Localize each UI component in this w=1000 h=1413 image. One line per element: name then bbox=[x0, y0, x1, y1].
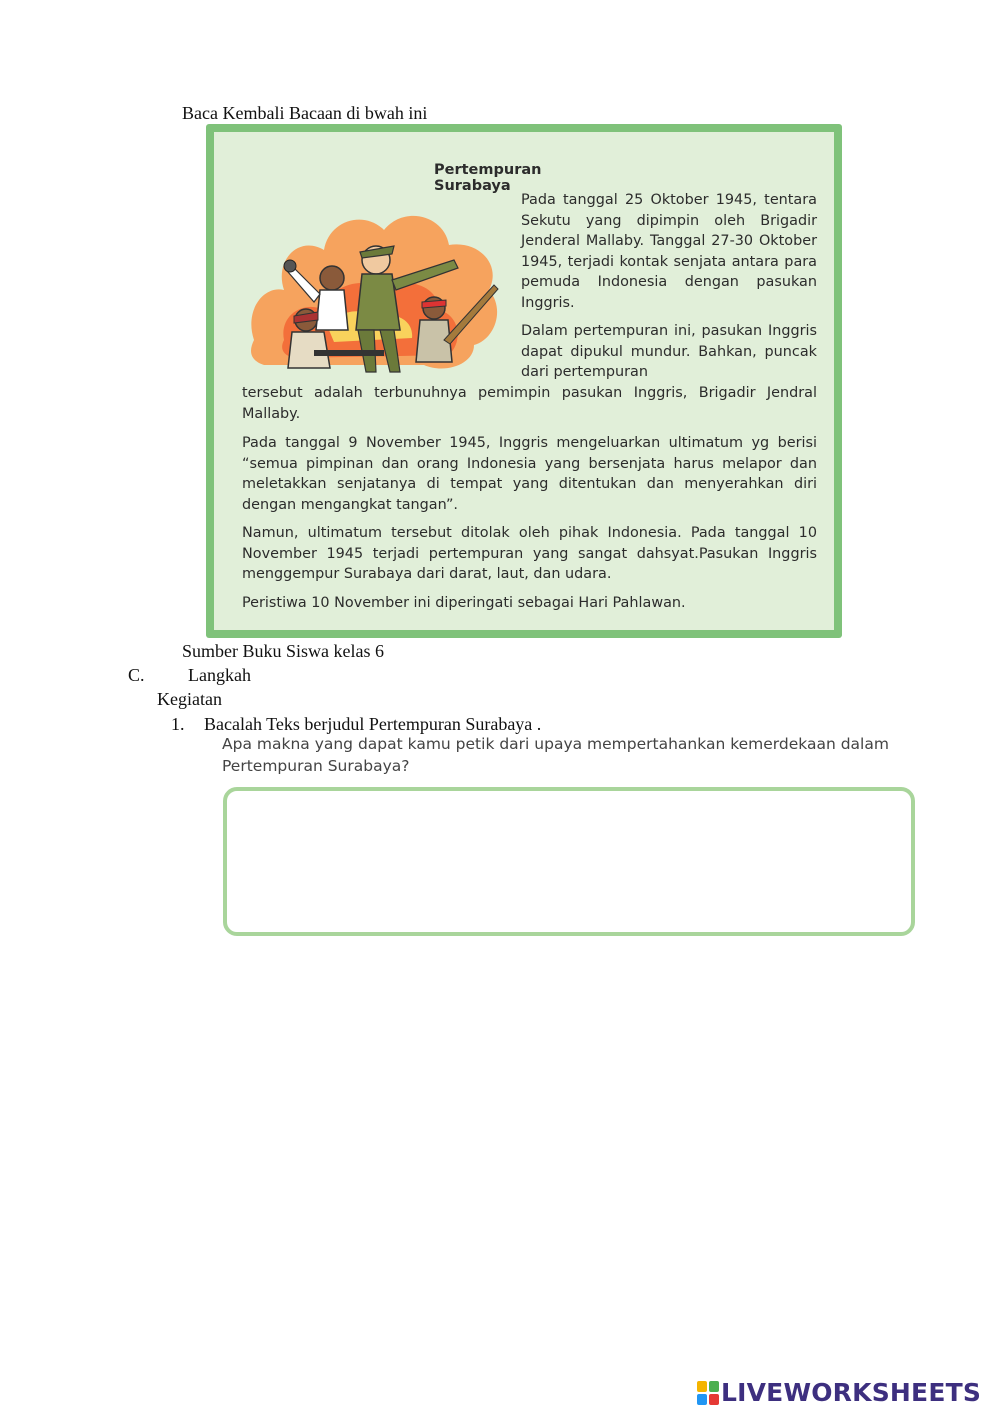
story-paragraph-2-end: tersebut adalah terbunuhnya pemimpin pasukan Inggris, Brigadir Jendral Mallaby. bbox=[242, 385, 817, 422]
question-text: Apa makna yang dapat kamu petik dari upaya mempertahankan kemerdekaan dalam Pertempuran Surabaya? bbox=[222, 735, 889, 775]
answer-text-box[interactable] bbox=[223, 787, 915, 936]
section-letter: C. bbox=[128, 665, 145, 685]
liveworksheets-logo-icon bbox=[697, 1381, 719, 1405]
source-caption: Sumber Buku Siswa kelas 6 bbox=[182, 641, 384, 661]
activity-label: Kegiatan bbox=[157, 689, 222, 709]
step-number: 1. bbox=[171, 714, 185, 734]
story-paragraph-1: Pada tanggal 25 Oktober 1945, tentara Sekutu yang dipimpin oleh Brigadir Jenderal Mallaby. Tanggal 27-30 Oktober 1945, terjadi kontak senjata antara para pemuda Indonesia dengan pasukan Inggris. bbox=[521, 192, 817, 311]
liveworksheets-logo bbox=[697, 1379, 981, 1407]
story-title: Pertempuran Surabaya bbox=[434, 162, 542, 194]
story-paragraph-2-start: Dalam pertempuran ini, pasukan Inggris dapat dipukul mundur. Bahkan, puncak dari pertempuran bbox=[521, 323, 817, 381]
story-paragraph-3: Pada tanggal 9 November 1945, Inggris mengeluarkan ultimatum yg berisi “semua pimpinan dan orang Indonesia yang bersenjata harus melapor dan meletakkan senjatanya di tempat yang ditentukan dan menyerahkan diri dengan mengangkat tangan”. bbox=[242, 435, 817, 513]
intro-instruction: Baca Kembali Bacaan di bwah ini bbox=[182, 103, 428, 123]
step-text: Bacalah Teks berjudul Pertempuran Surabaya . bbox=[204, 714, 542, 734]
reading-panel-inner bbox=[214, 132, 834, 630]
story-paragraph-5: Peristiwa 10 November ini diperingati sebagai Hari Pahlawan. bbox=[242, 595, 686, 611]
reading-panel bbox=[206, 124, 842, 638]
liveworksheets-logo-text: LIVEWORKSHEETS bbox=[721, 1378, 982, 1407]
battle-illustration bbox=[244, 190, 506, 374]
section-label: Langkah bbox=[188, 665, 251, 685]
story-paragraph-4: Namun, ultimatum tersebut ditolak oleh pihak Indonesia. Pada tanggal 10 November 1945 terjadi pertempuran yang sangat dahsyat.Pasukan Inggris menggempur Surabaya dari darat, laut, dan udara. bbox=[242, 525, 817, 583]
